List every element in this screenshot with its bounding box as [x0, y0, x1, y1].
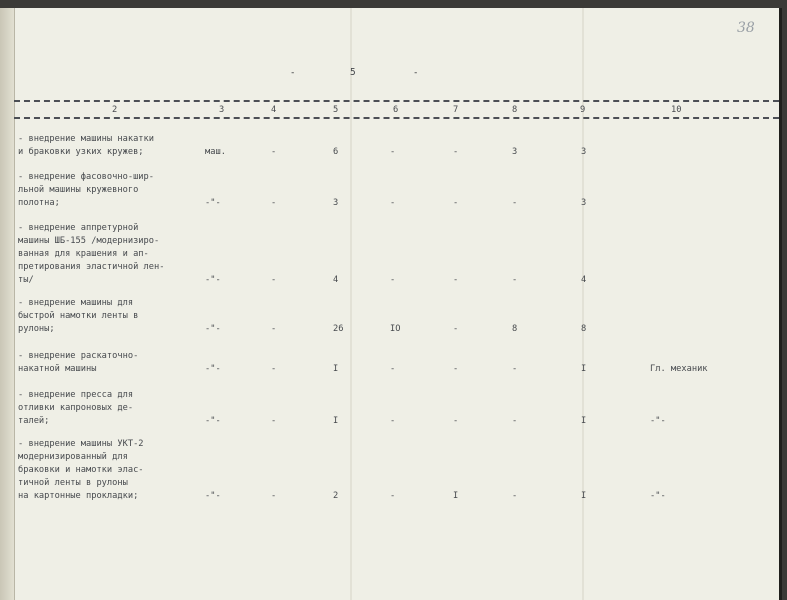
row-description-line: талей;	[18, 416, 50, 426]
table-cell: -	[271, 491, 277, 501]
table-cell: I	[453, 491, 459, 501]
row-description-line: льной машины кружевного	[18, 185, 139, 195]
row-description-line: - внедрение аппретурной	[18, 223, 139, 233]
table-cell: -	[512, 275, 518, 285]
table-cell: -	[512, 491, 518, 501]
table-cell: -	[390, 491, 396, 501]
row-description-line: на картонные прокладки;	[18, 491, 139, 501]
row-description-line: - внедрение раскаточно-	[18, 351, 139, 361]
page-header-number: 5	[350, 67, 356, 78]
column-number: 8	[512, 105, 518, 115]
table-cell: -	[512, 416, 518, 426]
fold-line	[581, 8, 587, 600]
table-cell: 6	[333, 147, 339, 157]
table-cell: 3	[581, 198, 587, 208]
table-cell: I	[581, 364, 587, 374]
table-cell: -"-	[650, 491, 666, 501]
header-dash: -	[413, 68, 419, 78]
row-description-line: браковки и намотки элас-	[18, 465, 144, 475]
row-description-line: отливки капроновых де-	[18, 403, 134, 413]
row-description-line: машины ШБ-155 /модернизиро-	[18, 236, 160, 246]
table-cell: -"-	[650, 416, 666, 426]
table-cell: -	[453, 416, 459, 426]
row-description-line: - внедрение фасовочно-шир-	[18, 172, 154, 182]
table-cell: -	[271, 147, 277, 157]
table-cell: 3	[512, 147, 518, 157]
column-number: 2	[112, 105, 118, 115]
fold-line	[350, 8, 352, 600]
row-description-line: рулоны;	[18, 324, 55, 334]
table-cell: -"-	[205, 324, 221, 334]
table-cell: -	[390, 198, 396, 208]
row-description-line: претирования эластичной лен-	[18, 262, 165, 272]
table-cell: -	[390, 364, 396, 374]
table-cell: 4	[581, 275, 587, 285]
table-cell: I	[581, 416, 587, 426]
column-number: 7	[453, 105, 459, 115]
row-description-line: ты/	[18, 275, 34, 285]
table-cell: 26	[333, 324, 344, 334]
row-description-line: накатной машины	[18, 364, 97, 374]
row-description-line: - внедрение машины для	[18, 298, 134, 308]
table-rule-top	[14, 100, 779, 102]
table-cell: -"-	[205, 416, 221, 426]
table-rule-bottom	[14, 117, 779, 119]
table-cell: -	[271, 416, 277, 426]
table-cell: -	[271, 275, 277, 285]
table-cell: -	[271, 364, 277, 374]
table-cell: -"-	[205, 491, 221, 501]
table-cell: -	[512, 198, 518, 208]
column-number: 10	[671, 105, 682, 115]
table-cell: I	[581, 491, 587, 501]
table-cell: -	[512, 364, 518, 374]
page-number: 38	[737, 20, 755, 36]
table-cell: 8	[512, 324, 518, 334]
table-cell: 8	[581, 324, 587, 334]
table-cell: -"-	[205, 198, 221, 208]
table-cell: -	[453, 147, 459, 157]
column-number: 6	[393, 105, 399, 115]
row-description-line: модернизированный для	[18, 452, 128, 462]
table-cell: 4	[333, 275, 339, 285]
table-cell: Гл. механик	[650, 364, 708, 374]
column-number: 3	[219, 105, 225, 115]
row-description-line: быстрой намотки ленты в	[18, 311, 139, 321]
row-description-line: - внедрение машины накатки	[18, 134, 154, 144]
column-number: 9	[580, 105, 586, 115]
header-dash: -	[290, 68, 296, 78]
table-cell: -	[390, 147, 396, 157]
row-description-line: и браковки узких кружев;	[18, 147, 144, 157]
table-cell: 3	[581, 147, 587, 157]
table-cell: -"-	[205, 275, 221, 285]
row-description-line: ванная для крашения и ап-	[18, 249, 149, 259]
row-description-line: - внедрение пресса для	[18, 390, 134, 400]
table-cell: -	[453, 198, 459, 208]
table-cell: -	[390, 416, 396, 426]
row-description-line: - внедрение машины УКТ-2	[18, 439, 144, 449]
table-cell: -	[271, 324, 277, 334]
column-number: 4	[271, 105, 277, 115]
table-cell: 3	[333, 198, 339, 208]
table-cell: IO	[390, 324, 401, 334]
table-cell: -	[271, 198, 277, 208]
table-cell: -	[390, 275, 396, 285]
table-cell: маш.	[205, 147, 226, 157]
table-cell: -	[453, 275, 459, 285]
row-description-line: тичной ленты в рулоны	[18, 478, 128, 488]
table-cell: -	[453, 324, 459, 334]
table-cell: 2	[333, 491, 339, 501]
table-cell: I	[333, 364, 339, 374]
row-description-line: полотна;	[18, 198, 60, 208]
binding-edge	[0, 8, 15, 600]
table-cell: -"-	[205, 364, 221, 374]
table-cell: I	[333, 416, 339, 426]
table-cell: -	[453, 364, 459, 374]
column-number: 5	[333, 105, 339, 115]
